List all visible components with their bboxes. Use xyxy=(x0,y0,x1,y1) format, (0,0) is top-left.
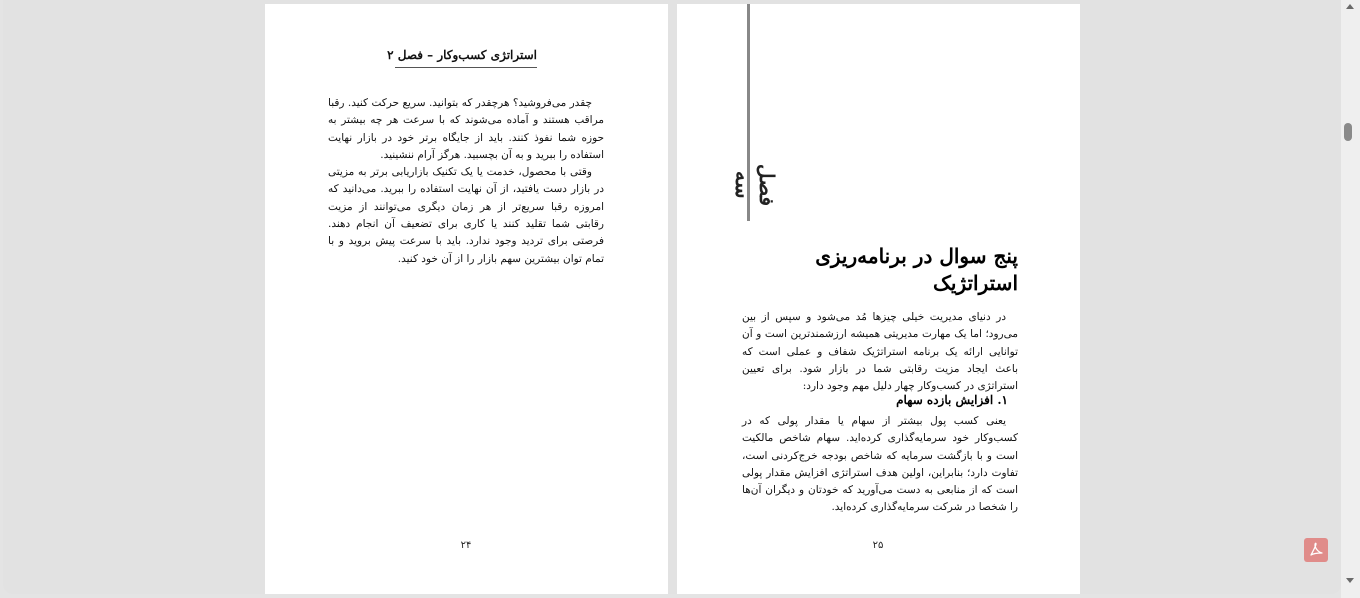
section-body xyxy=(742,413,1018,517)
page-number-right: ۲۵ xyxy=(872,540,884,551)
intro-paragraph: در دنیای مدیریت خیلی چیزها مُد می‌شود و سپس از بین می‌رود؛ اما یک مهارت مدیریتی همیشه ارزشمندترین است و آن توانایی ارائه یک برنامه استراتژیک شفاف و عملی است که باعث ایجاد مزیت رقابتی شما در بازار شود. برای تعیین استراتژی در کسب‌وکار چهار دلیل مهم وجود دارد: xyxy=(742,311,1018,393)
left-page-body xyxy=(328,95,604,268)
pdf-page-24 xyxy=(265,4,668,594)
section-paragraph: یعنی کسب پول بیشتر از سهام یا مقدار پولی که در کسب‌وکار خود سرمایه‌گذاری کرده‌اید. سهام شاخص مالکیت است و با بازگشت سرمایه که شاخص بودجه خرج‌کردنی است، تفاوت دارد؛ بنابراین، اولین هدف استراتژی افزایش مقدار پولی است که از منابعی به دست می‌آورید که خودتان و دیگران آن‌ها را شخصا در شرکت سرمایه‌گذاری کرده‌اید. xyxy=(742,415,1018,514)
acrobat-pdf-icon[interactable] xyxy=(1304,538,1328,562)
acrobat-glyph-icon xyxy=(1308,542,1324,558)
pdf-page-25 xyxy=(677,4,1080,594)
chapter-label: فصل سه xyxy=(731,163,779,207)
left-paragraph-2: وقتی با محصول، خدمت یا یک تکنیک بازاریابی برتر به مزیتی در بازار دست یافتید، از آن نهایت استفاده را ببرید. می‌دانید که امروزه رقبا سریع‌تر از هر زمان دیگری می‌توانند از مزیت رقابتی شما تقلید کنند یا کاری برای تضعیف آن انجام دهند. فرصتی برای تردید وجود ندارد. باید با سرعت پیش بروید و با تمام توان بیشترین سهم بازار را از آن خود کنید. xyxy=(328,166,604,265)
vertical-scrollbar[interactable] xyxy=(1341,0,1360,598)
arrow-down-icon[interactable] xyxy=(1346,578,1354,583)
chapter-title: پنج سوال در برنامه‌ریزی استراتژیک xyxy=(815,244,1018,295)
section-heading: ۱. افزایش بازده سهام xyxy=(896,393,1008,407)
chapter-intro xyxy=(742,309,1018,395)
arrow-up-icon[interactable] xyxy=(1346,4,1354,9)
page-number-left: ۲۴ xyxy=(460,540,472,551)
left-paragraph-1: چقدر می‌فروشید؟ هرچقدر که بتوانید. سریع حرکت کنید. رقبا مراقب هستند و آماده می‌شوند که با سرعت هر چه بیشتر به حوزه شما نفوذ کنند. باید از جایگاه برتر خود در بازار نهایت استفاده را ببرید و به آن بچسبید. هرگز آرام ننشینید. xyxy=(328,97,604,161)
pdf-viewer xyxy=(3,0,1341,594)
running-head: استراتژی کسب‌وکار – فصل ۲ xyxy=(395,48,537,68)
scroll-thumb[interactable] xyxy=(1344,123,1352,141)
